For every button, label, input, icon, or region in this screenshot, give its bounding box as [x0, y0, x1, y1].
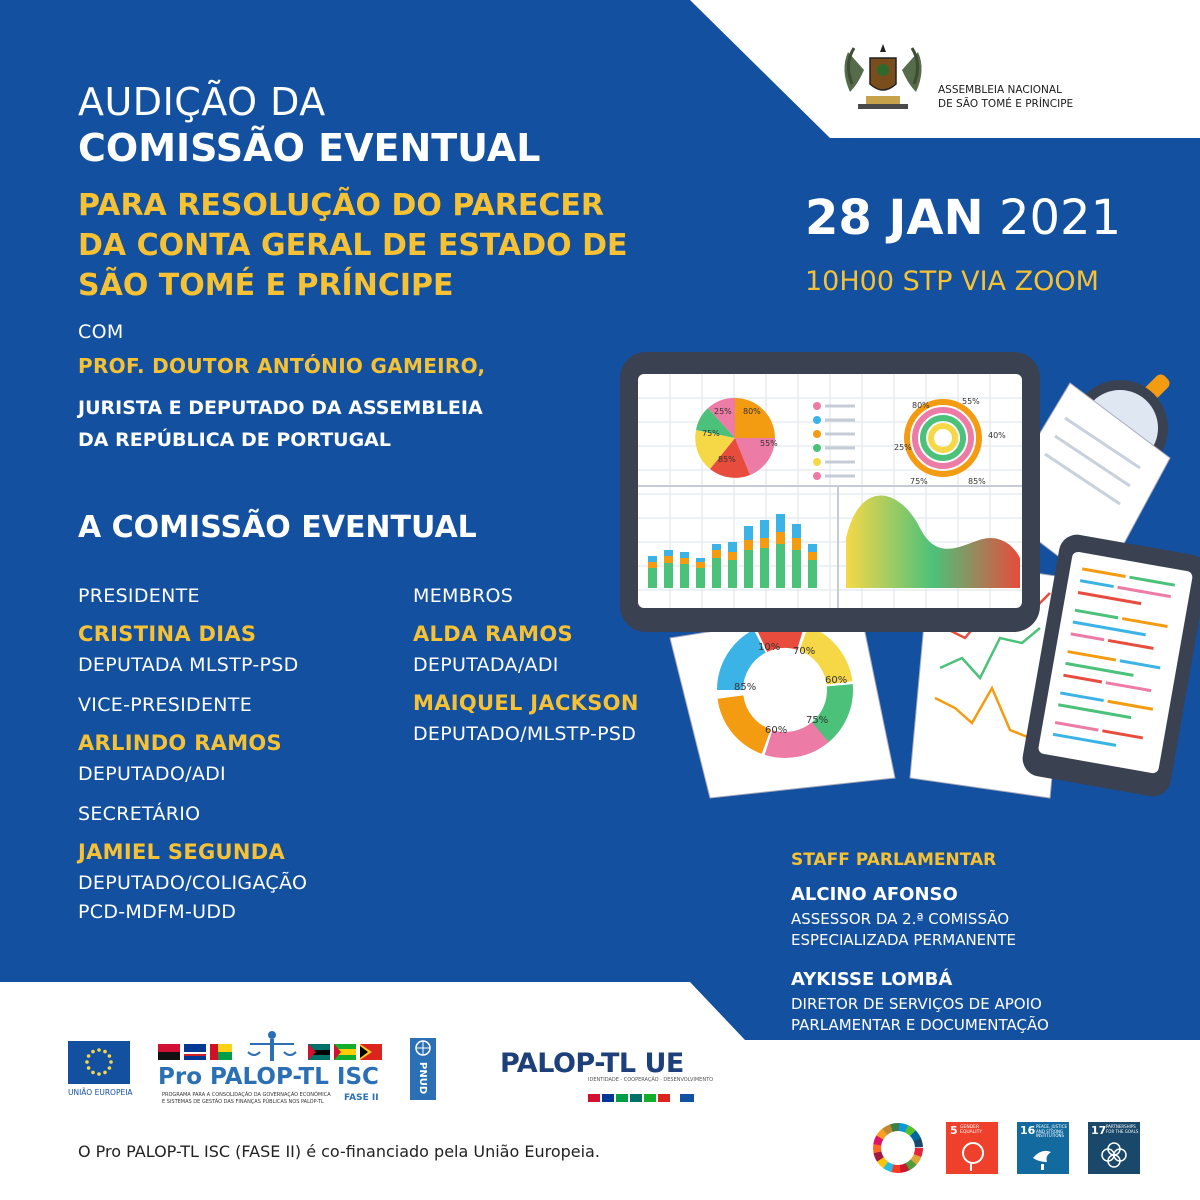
- pie-label: 55%: [760, 439, 778, 448]
- eu-stars-icon: [68, 1041, 130, 1084]
- dove-icon: [1029, 1144, 1057, 1170]
- ring-label: 75%: [910, 477, 928, 486]
- sdg-label: PARTNERSHIPS FOR THE GOALS: [1106, 1124, 1139, 1134]
- president-name: CRISTINA DIAS: [78, 622, 257, 646]
- justice-figure-icon: [244, 1030, 300, 1066]
- sdg-label: GENDER EQUALITY: [960, 1125, 983, 1135]
- president-role: PRESIDENTE: [78, 585, 200, 607]
- pnud-label: PNUD: [417, 1062, 428, 1095]
- eu-logo: [68, 1041, 130, 1084]
- propalop-desc-line-1: PROGRAMA PARA A CONSOLIDAÇÃO DA GOVERNAÇÃO ECONÓMICA: [162, 1092, 331, 1098]
- gender-equality-icon: [962, 1142, 984, 1164]
- secretary-name: JAMIEL SEGUNDA: [78, 840, 286, 864]
- donut-label: 75%: [806, 715, 829, 726]
- phone: [1020, 532, 1200, 799]
- ring-label: 25%: [894, 443, 912, 452]
- members-label: MEMBROS: [413, 585, 514, 607]
- pie-label: 25%: [714, 407, 732, 416]
- guest-role-line-1: JURISTA E DEPUTADO DA ASSEMBLEIA: [78, 397, 483, 419]
- palop-ue-logo: PALOP-TL UE: [500, 1048, 684, 1079]
- com-label: COM: [78, 321, 124, 343]
- secretary-role: SECRETÁRIO: [78, 803, 201, 825]
- donut-label: 10%: [758, 642, 781, 653]
- assembly-name-line-1: ASSEMBLEIA NACIONAL: [938, 84, 1062, 96]
- vice-president-name: ARLINDO RAMOS: [78, 731, 282, 755]
- coat-of-arms-icon: [838, 40, 928, 112]
- staff-heading: STAFF PARLAMENTAR: [791, 850, 997, 870]
- guest-name: PROF. DOUTOR ANTÓNIO GAMEIRO,: [78, 354, 486, 378]
- president-party: DEPUTADA MLSTP-PSD: [78, 654, 299, 676]
- ring-label: 55%: [962, 397, 980, 406]
- donut-label: 60%: [765, 725, 788, 736]
- ring-label: 80%: [912, 401, 930, 410]
- vice-president-party: DEPUTADO/ADI: [78, 763, 226, 785]
- assembly-name-line-2: DE SÃO TOMÉ E PRÍNCIPE: [938, 98, 1074, 110]
- subtitle-line-2: DA CONTA GERAL DE ESTADO DE: [78, 228, 628, 263]
- member-name: MAIQUEL JACKSON: [413, 691, 639, 715]
- pie-label: 80%: [743, 407, 761, 416]
- paper-donut-chart: [670, 608, 895, 798]
- palop-ue-flags: [588, 1087, 698, 1095]
- partnership-rings-icon: [1101, 1142, 1127, 1168]
- title-line-2: COMISSÃO EVENTUAL: [78, 126, 541, 170]
- fase-label: FASE II: [344, 1093, 379, 1103]
- pie-label: 85%: [718, 455, 736, 464]
- staff-role: PARLAMENTAR E DOCUMENTAÇÃO: [791, 1016, 1049, 1034]
- vice-president-role: VICE-PRESIDENTE: [78, 694, 253, 716]
- secretary-party: DEPUTADO/COLIGAÇÃO: [78, 872, 308, 894]
- donut-label: 85%: [734, 682, 757, 693]
- title-line-1: AUDIÇÃO DA: [78, 80, 326, 124]
- palop-ue-tagline: IDENTIDADE · COOPERAÇÃO · DESENVOLVIMENTO: [588, 1077, 714, 1083]
- staff-role: DIRETOR DE SERVIÇOS DE APOIO: [791, 995, 1042, 1013]
- member-party: DEPUTADA/ADI: [413, 654, 559, 676]
- event-date-day: 28 JAN: [805, 190, 984, 246]
- sdg-5-tile: [946, 1122, 998, 1174]
- un-emblem-icon: [410, 1038, 436, 1058]
- gender-equality-icon-stem: [970, 1163, 972, 1171]
- sdg-number: 5: [950, 1124, 958, 1137]
- assembly-coat-of-arms: [838, 40, 928, 112]
- event-date: [805, 190, 1121, 246]
- staff-role: ESPECIALIZADA PERMANENTE: [791, 931, 1017, 949]
- donut-label: 60%: [825, 675, 848, 686]
- member-party: DEPUTADO/MLSTP-PSD: [413, 723, 637, 745]
- guest-role-line-2: DA REPÚBLICA DE PORTUGAL: [78, 429, 391, 451]
- pnud-logo: [410, 1038, 436, 1100]
- donut-label: 70%: [793, 646, 816, 657]
- propalop-name: Pro PALOP-TL ISC: [158, 1064, 379, 1090]
- tablet: [620, 352, 1040, 632]
- propalop-desc-line-2: E SISTEMAS DE GESTÃO DAS FINANÇAS PÚBLICAS NOS PALOP-TL: [162, 1099, 324, 1105]
- sdg-16-tile: [1017, 1122, 1069, 1174]
- event-date-year: 2021: [998, 190, 1122, 246]
- sdg-number: 17: [1091, 1124, 1107, 1137]
- subtitle-line-1: PARA RESOLUÇÃO DO PARECER: [78, 188, 605, 223]
- subtitle-line-3: SÃO TOMÉ E PRÍNCIPE: [78, 268, 454, 303]
- sdg-label: PEACE, JUSTICE AND STRONG INSTITUTIONS: [1036, 1124, 1068, 1138]
- staff-name: AYKISSE LOMBÁ: [791, 969, 953, 990]
- sdg-17-tile: [1088, 1122, 1140, 1174]
- staff-name: ALCINO AFONSO: [791, 884, 958, 905]
- staff-role: ASSESSOR DA 2.ª COMISSÃO: [791, 910, 1010, 928]
- event-time: 10H00 STP VIA ZOOM: [805, 266, 1099, 297]
- dashboard-illustration: [610, 338, 1200, 808]
- pie-label: 75%: [702, 429, 720, 438]
- cofinance-note: O Pro PALOP-TL ISC (FASE II) é co-financiado pela União Europeia.: [78, 1142, 600, 1161]
- member-name: ALDA RAMOS: [413, 622, 573, 646]
- eu-label: UNIÃO EUROPEIA: [68, 1088, 133, 1097]
- sdg-number: 16: [1020, 1124, 1036, 1137]
- commission-heading: A COMISSÃO EVENTUAL: [78, 510, 477, 545]
- ring-label: 85%: [968, 477, 986, 486]
- secretary-party-line-2: PCD-MDFM-UDD: [78, 901, 237, 923]
- ring-label: 40%: [988, 431, 1006, 440]
- sdg-wheel-icon: [872, 1122, 924, 1174]
